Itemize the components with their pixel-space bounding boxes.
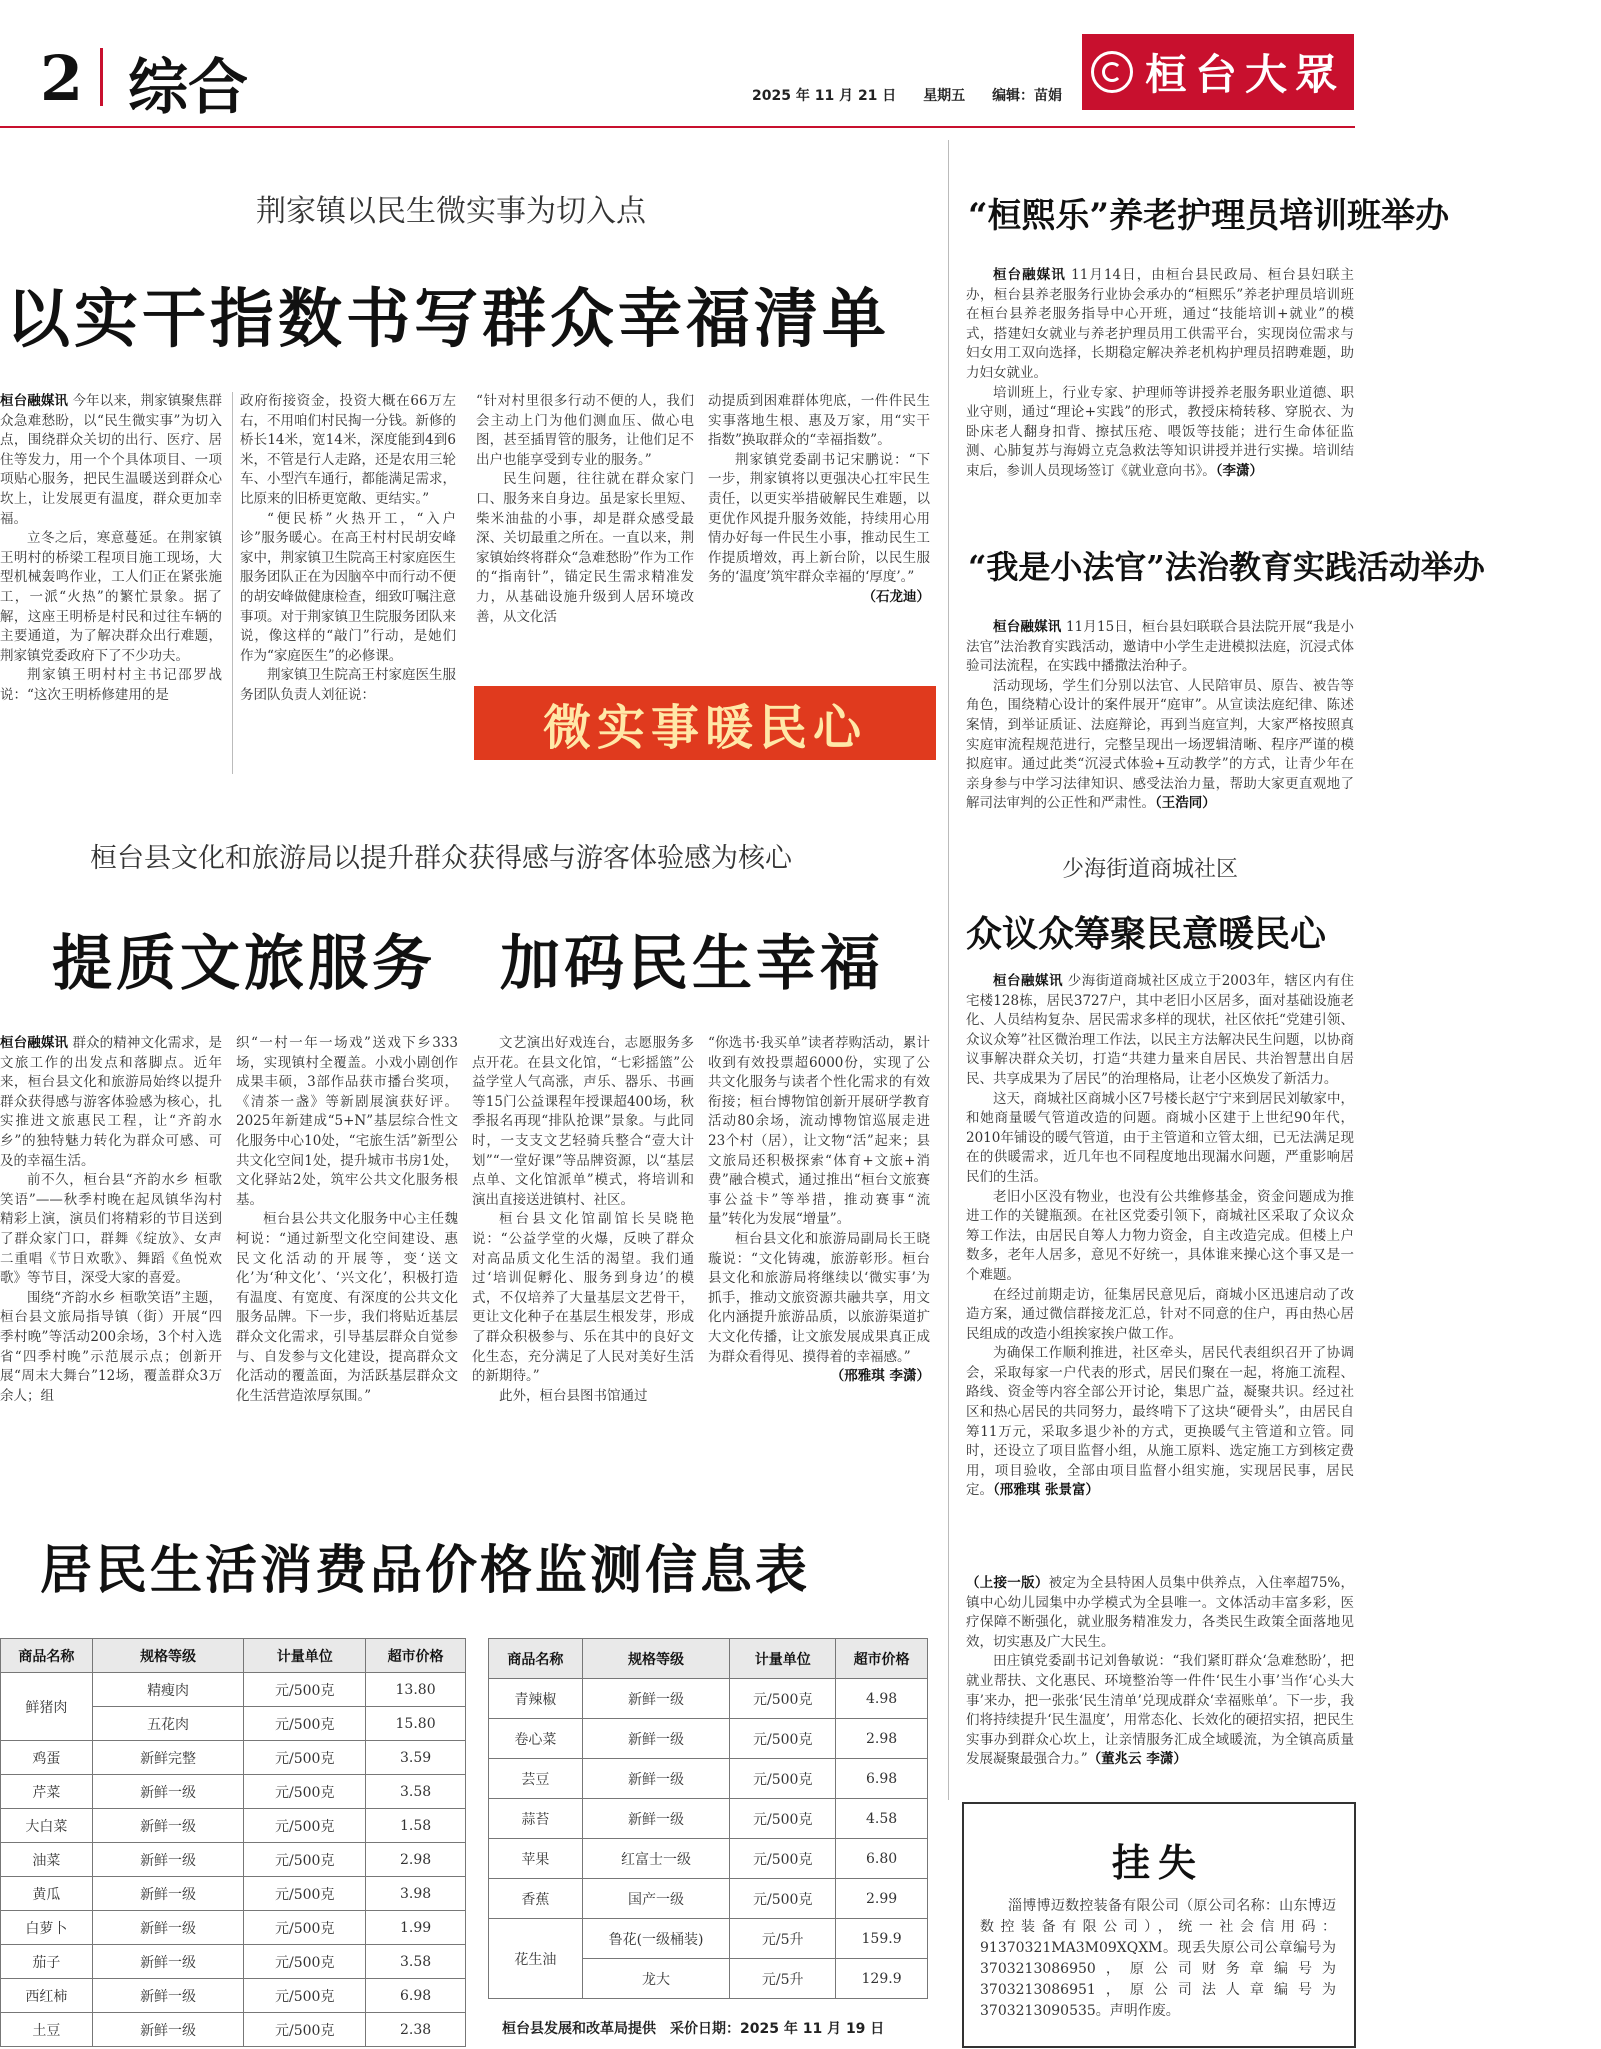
page-number: 2 bbox=[40, 42, 84, 115]
brand-name: 桓台大眾 bbox=[1144, 50, 1345, 99]
article2-kicker: 桓台县文化和旅游局以提升群众获得感与游客体验感为核心 bbox=[90, 843, 792, 874]
banner-text: 微实事暖民心 bbox=[542, 699, 867, 756]
article2-para: 文艺演出好戏连台，志愿服务多点开花。在县文化馆，“七彩摇篮”公益学堂人气高涨，声乐、器乐、书画等15门公益课程年授课超400场，秋季报名再现“排队抢课”景象。与此同时，一支支文艺轻骑兵整合“壹大计划”“一堂好课”等品牌资源，以“基层点单、文化馆派单”模式，将培训和演出直接送进镇村、社区。 bbox=[472, 1035, 694, 1208]
cell-name: 蒜苔 bbox=[489, 1799, 583, 1839]
table-row bbox=[1, 1979, 466, 2013]
side2-para: 活动现场，学生们分别以法官、人民陪审员、原告、被告等角色，围绕精心设计的案件展开“庭审”。从宣读法庭纪律、陈述案情，到举证质证、法庭辩论，再到当庭宣判，大家严格按照真实庭审流程规范进行，完整呈现出一场逻辑清晰、程序严谨的模拟庭审。通过此类“沉浸式体验+互动教学”的方式，让青少年在亲身参与中学习法律知识、感受法治力量，帮助大家更直观地了解司法审判的公正性和严肃性。（王浩同） bbox=[966, 677, 1354, 812]
cell-spec: 新鲜一级 bbox=[92, 1843, 244, 1877]
cell-unit: 元/500克 bbox=[244, 1741, 366, 1775]
col-header: 商品名称 bbox=[489, 1639, 583, 1679]
table-row bbox=[1, 1741, 466, 1775]
side3-para: 老旧小区没有物业，也没有公共维修基金，资金问题成为推进工作的关键瓶颈。在社区党委引领下，商城社区采取了众议众筹工作法，由居民自筹人力物力资金，自主改造完成。但楼上户数多，老年人居多，意见不好统一，具体谁来操心这个事又是一个难题。 bbox=[966, 1188, 1354, 1283]
cell-spec: 新鲜一级 bbox=[92, 1809, 244, 1843]
cell-name: 油菜 bbox=[1, 1843, 93, 1877]
table-row bbox=[489, 1679, 928, 1719]
cell-price: 15.80 bbox=[366, 1707, 466, 1741]
article2-col2 bbox=[236, 1034, 458, 1406]
side3-para: 为确保工作顺利推进，社区牵头，居民代表组织召开了协调会，采取每家一户代表的形式，居民们聚在一起，将施工流程、路线、资金等内容全部公开讨论，集思广益，凝聚共识。经过社区和热心居民的共同努力，最终啃下了这块“硬骨头”，由居民自筹11万元，采取多退少补的方式，更换暖气主管道和立管。同时，还设立了项目监督小组，从施工原料、选定施工方到核定费用，项目验收，全部由项目监督小组实施，实现居民事，居民定。（邢雅琪 张景富） bbox=[966, 1345, 1354, 1499]
side4-para: 田庄镇党委副书记刘鲁敏说：“我们紧盯群众‘急难愁盼’，把就业帮扶、文化惠民、环境整治等一件件‘民生小事’当作‘心头大事’来办，把一张张‘民生清单’兑现成群众‘幸福账单’。下一步，我们将持续提升‘民生温度’，用常态化、长效化的硬招实招，把民生实事办到群众心坎上，让亲情服务汇成全域暖流，为全镇高质量发展凝聚最强合力。”（董兆云 李潇） bbox=[966, 1653, 1354, 1768]
cell-name: 香蕉 bbox=[489, 1879, 583, 1919]
side4-para: （上接一版）被定为全县特困人员集中供养点，入住率超75%，镇中心幼儿园集中办学模式为全县唯一。文体活动丰富多彩，医疗保障不断强化，就业服务精准发力，各类民生政策全面落地见效，切实惠及广大民生。 bbox=[966, 1575, 1355, 1650]
header-rule bbox=[0, 126, 1355, 128]
table-row bbox=[1, 1843, 466, 1877]
cell-unit: 元/500克 bbox=[244, 1877, 366, 1911]
side1-title: “桓熙乐”养老护理员培训班举办 bbox=[968, 196, 1450, 236]
article1-para: 立冬之后，寒意蔓延。在荆家镇王明村的桥梁工程项目施工现场，大型机械轰鸣作业，工人们正在紧张施工，一派“火热”的繁忙景象。据了解，这座王明桥是村民和过往车辆的主要通道，为了解决群众出行难题，荆家镇党委政府下了不少功夫。 bbox=[0, 530, 222, 664]
cell-price: 3.58 bbox=[366, 1775, 466, 1809]
article1-title: 以实干指数书写群众幸福清单 bbox=[6, 282, 890, 357]
table-row bbox=[1, 1877, 466, 1911]
article2-para: 桓台县公共文化服务中心主任魏柯说：“通过新型文化空间建设、惠民文化活动的开展等，变‘送文化’为‘种文化’、‘兴文化’，积极打造有温度、有宽度、有深度的公共文化服务品牌。下一步，我们将贴近基层群众文化需求，引导基层群众自觉参与、自发参与文化建设，提高群众文化活动的覆盖面，为活跃基层群众文化生活营造浓厚氛围。” bbox=[236, 1211, 458, 1404]
price-table-right bbox=[488, 1638, 928, 1999]
cell-unit: 元/500克 bbox=[730, 1759, 836, 1799]
notice-text: 淄博博迈数控装备有限公司（原公司名称：山东博迈数控装备有限公司），统一社会信用码：91370321MA3M09XQXM。现丢失原公司公章编号为 3703213086950，原公司财务章编号为 3703213086951，原公司法人章编号为 3703213090535。声明作废。 bbox=[980, 1898, 1336, 2019]
cell-spec: 新鲜一级 bbox=[582, 1759, 730, 1799]
cell-name: 西红柿 bbox=[1, 1979, 93, 2013]
cell-spec: 红富士一级 bbox=[582, 1839, 730, 1879]
cell-name: 茄子 bbox=[1, 1945, 93, 1979]
cell-unit: 元/5升 bbox=[730, 1959, 836, 1999]
cell-unit: 元/500克 bbox=[730, 1719, 836, 1759]
side3-title: 众议众筹聚民意暖民心 bbox=[966, 913, 1327, 955]
cell-spec: 新鲜一级 bbox=[92, 1775, 244, 1809]
table-row bbox=[489, 1799, 928, 1839]
header-divider bbox=[100, 48, 103, 106]
cell-name: 芹菜 bbox=[1, 1775, 93, 1809]
cell-unit: 元/500克 bbox=[244, 1843, 366, 1877]
cell-unit: 元/500克 bbox=[244, 1673, 366, 1707]
side1-para: 培训班上，行业专家、护理师等讲授养老服务职业道德、职业守则，通过“理论+实践”的形式，教授床椅转移、穿脱衣、为卧床老人翻身扣背、擦拭压疮、喂饭等技能；进行生命体征监测、心肺复苏与海姆立克急救法等知识讲授并进行实操。培训结束后，参训人员现场签订《就业意向书》。（李潇） bbox=[966, 384, 1354, 479]
cell-price: 6.80 bbox=[836, 1839, 928, 1879]
table-row bbox=[1, 2013, 466, 2047]
article1-para: 荆家镇卫生院高王村家庭医生服务团队负责人刘征说： bbox=[240, 667, 456, 703]
column-rule bbox=[232, 392, 233, 774]
side3-body bbox=[966, 972, 1354, 1501]
cell-name: 苹果 bbox=[489, 1839, 583, 1879]
side4-body bbox=[966, 1574, 1354, 1770]
article1-para: 政府衔接资金，投资大概在66万左右，不用咱们村民掏一分钱。新修的桥长14米，宽14米，深度能到4到6米，不管是行人走路，还是农用三轮车、小型汽车通行，都能满足需求，比原来的旧桥更宽敞、更结实。” bbox=[240, 393, 456, 507]
article1-col4 bbox=[708, 392, 930, 608]
article1-para: 荆家镇党委副书记宋鹏说：“下一步，荆家镇将以更强决心扛牢民生责任，以更实举措破解民生难题，以更优作风提升服务效能，持续用心用情办好每一件民生小事，推动民生工作提质增效，再上新台阶，以民生服务的‘温度’筑牢群众幸福的‘厚度’。” bbox=[708, 451, 930, 586]
table-row bbox=[489, 1759, 928, 1799]
col-header: 规格等级 bbox=[92, 1639, 244, 1673]
article1-col3 bbox=[476, 392, 694, 627]
article2-byline: （邢雅琪 李潇） bbox=[830, 1368, 930, 1385]
price-table-left bbox=[0, 1638, 466, 2047]
cell-price: 3.58 bbox=[366, 1945, 466, 1979]
cell-unit: 元/500克 bbox=[244, 1979, 366, 2013]
issue-date: 2025 年 11 月 21 日 bbox=[752, 88, 897, 104]
cell-unit: 元/500克 bbox=[244, 1707, 366, 1741]
side2-para: 桓台融媒讯 11月15日，桓台县妇联联合县法院开展“我是小法官”法治教育实践活动，邀请中小学生走进模拟法庭，沉浸式体验司法流程，在实践中播撒法治种子。 bbox=[966, 619, 1354, 675]
article1-para: 桓台融媒讯 今年以来，荆家镇聚焦群众急难愁盼，以“民生微实事”为切入点，围绕群众关切的出行、医疗、居住等发力，用一个个具体项目、一项项贴心服务，把民生温暖送到群众心坎上，让发展更有温度，群众更加幸福。 bbox=[0, 393, 223, 527]
article2-col4 bbox=[708, 1034, 930, 1387]
cell-price: 6.98 bbox=[366, 1979, 466, 2013]
side1-para: 桓台融媒讯 11月14日，由桓台县民政局、桓台县妇联主办，桓台县养老服务行业协会承办的“桓熙乐”养老护理员培训班在桓台县养老服务指导中心开班，通过“技能培训+就业”的模式，搭建妇女就业与养老护理员用工供需平台，实现岗位需求与妇女用工双向选择，长期稳定解决养老机构护理员招聘难题，助力妇女就业。 bbox=[966, 267, 1355, 381]
brand-swirl-icon bbox=[1091, 51, 1133, 93]
cell-spec: 新鲜一级 bbox=[92, 1877, 244, 1911]
cell-price: 129.9 bbox=[836, 1959, 928, 1999]
cell-unit: 元/500克 bbox=[730, 1799, 836, 1839]
col-header: 规格等级 bbox=[582, 1639, 730, 1679]
article2-para: 桓台县文化和旅游局副局长王晓璇说：“文化铸魂，旅游彰形。桓台县文化和旅游局将继续以‘微实事’为抓手，推动文旅资源共融共享，用文化内涵提升旅游品质，以旅游渠道扩大文化传播，让文旅发展成果真正成为群众看得见、摸得着的幸福感。” bbox=[708, 1230, 930, 1365]
cell-unit: 元/500克 bbox=[244, 1775, 366, 1809]
cell-spec: 鲁花(一级桶装) bbox=[582, 1919, 730, 1959]
cell-price: 3.98 bbox=[366, 1877, 466, 1911]
cell-spec: 新鲜一级 bbox=[582, 1679, 730, 1719]
price-table-footer: 桓台县发展和改革局提供 采价日期：2025 年 11 月 19 日 bbox=[502, 2021, 885, 2037]
cell-price: 6.98 bbox=[836, 1759, 928, 1799]
article2-para: 围绕“齐韵水乡 桓歌笑语”主题，桓台县文旅局指导镇（街）开展“四季村晚”等活动200余场，3个村入选省“四季村晚”示范展示点；创新开展“周末大舞台”12场，覆盖群众3万余人；组 bbox=[0, 1289, 222, 1404]
cell-price: 1.58 bbox=[366, 1809, 466, 1843]
cell-price: 2.38 bbox=[366, 2013, 466, 2047]
issue-editor: 编辑：苗娟 bbox=[992, 88, 1063, 104]
cell-price: 13.80 bbox=[366, 1673, 466, 1707]
cell-spec: 龙大 bbox=[582, 1959, 730, 1999]
cell-spec: 新鲜完整 bbox=[92, 1741, 244, 1775]
table-row bbox=[489, 1839, 928, 1879]
article1-col1 bbox=[0, 392, 222, 706]
article1-kicker: 荆家镇以民生微实事为切入点 bbox=[256, 194, 646, 229]
article1-para: 荆家镇王明村村主书记邵罗战说：“这次王明桥修建用的是 bbox=[0, 667, 222, 703]
issue-meta bbox=[752, 85, 1084, 105]
article1-col2 bbox=[240, 392, 456, 706]
cell-spec: 新鲜一级 bbox=[92, 1945, 244, 1979]
col-header: 计量单位 bbox=[730, 1639, 836, 1679]
article2-para: 桓台县文化馆副馆长吴晓艳说：“公益学堂的火爆，反映了群众对高品质文化生活的渴望。我们通过‘培训促孵化、服务到身边’的模式，不仅培养了大量基层文艺骨干，更让文化种子在基层生根发芽，形成了群众积极参与、乐在其中的良好文化生态，充分满足了人民对美好生活的新期待。” bbox=[472, 1211, 694, 1385]
article2-source: 桓台融媒讯 bbox=[0, 1035, 69, 1051]
table-row bbox=[1, 1945, 466, 1979]
cell-spec: 新鲜一级 bbox=[582, 1799, 730, 1839]
col-header: 商品名称 bbox=[1, 1639, 93, 1673]
issue-weekday: 星期五 bbox=[923, 88, 966, 104]
cell-unit: 元/500克 bbox=[730, 1679, 836, 1719]
micro-affairs-banner bbox=[474, 686, 936, 760]
cell-price: 2.98 bbox=[366, 1843, 466, 1877]
article2-col3 bbox=[472, 1034, 694, 1406]
article1-byline: （石龙迪） bbox=[862, 588, 930, 605]
article2-para: 此外，桓台县图书馆通过 bbox=[499, 1387, 648, 1404]
cell-name: 青辣椒 bbox=[489, 1679, 583, 1719]
article1-source: 桓台融媒讯 bbox=[0, 393, 69, 409]
cell-unit: 元/500克 bbox=[244, 1911, 366, 1945]
side1-body bbox=[966, 266, 1354, 482]
cell-name: 黄瓜 bbox=[1, 1877, 93, 1911]
side3-kicker: 少海街道商城社区 bbox=[1062, 857, 1239, 882]
table-row bbox=[489, 1879, 928, 1919]
cell-unit: 元/500克 bbox=[730, 1839, 836, 1879]
table-row bbox=[489, 1719, 928, 1759]
cell-price: 2.98 bbox=[836, 1719, 928, 1759]
cell-price: 4.58 bbox=[836, 1799, 928, 1839]
cell-spec: 新鲜一级 bbox=[582, 1719, 730, 1759]
article1-para: “针对村里很多行动不便的人，我们会主动上门为他们测血压、做心电图，甚至插胃管的服务，让他们足不出户也能享受到专业的服务。” bbox=[476, 393, 694, 468]
cell-name: 鸡蛋 bbox=[1, 1741, 93, 1775]
article2-title: 提质文旅服务 加码民生幸福 bbox=[52, 929, 884, 999]
article1-para: 民生问题，往往就在群众家门口、服务来自身边。虽是家长里短、柴米油盐的小事，却是群众感受最深、关切最重之所在。一直以来，荆家镇始终将群众“急难愁盼”作为工作的“指南针”，锚定民生需求精准发力，从基础设施升级到人居环境改善，从文化活 bbox=[476, 471, 694, 625]
cell-name: 卷心菜 bbox=[489, 1719, 583, 1759]
sidebar-rule bbox=[948, 140, 949, 1800]
side2-title: “我是小法官”法治教育实践活动举办 bbox=[968, 548, 1485, 586]
cell-name: 芸豆 bbox=[489, 1759, 583, 1799]
table-row bbox=[1, 1775, 466, 1809]
cell-name: 白萝卜 bbox=[1, 1911, 93, 1945]
cell-name: 花生油 bbox=[489, 1919, 583, 1999]
cell-unit: 元/500克 bbox=[244, 1945, 366, 1979]
article2-para: 织“一村一年一场戏”送戏下乡333场，实现镇村全覆盖。小戏小剧创作成果丰硕，3部作品获市播台奖项，《清茶一盏》等新剧展演获好评。2025年新建成“5+N”基层综合性文化服务中心10处，“宅旅生活”新型公共文化空间1处，提升城市书房1处，文化驿站2处，筑牢公共文化服务根基。 bbox=[236, 1035, 458, 1208]
cell-price: 159.9 bbox=[836, 1919, 928, 1959]
side3-para: 这天，商城社区商城小区7号楼长赵宁宁来到居民刘敏家中，和她商量暖气管道改造的问题。商城小区建于上世纪90年代，2010年铺设的暖气管道，由于主管道和立管太细，已无法满足现在的供暖需求，近几年也不同程度地出现漏水问题，严重影响居民们的生活。 bbox=[966, 1090, 1354, 1185]
article2-para: 桓台融媒讯 群众的精神文化需求，是文旅工作的出发点和落脚点。近年来，桓台县文化和旅游局始终以提升群众获得感与游客体验感为核心，扎实推进文旅惠民工程，让“齐韵水乡”的独特魅力转化为群众可感、可及的幸福生活。 bbox=[0, 1035, 223, 1169]
article2-para: 前不久，桓台县“齐韵水乡 桓歌笑语”——秋季村晚在起凤镇华沟村精彩上演，演员们将精彩的节目送到了群众家门口，群舞《绽放》、女声二重唱《节日欢歌》、舞蹈《鱼悦欢歌》等节目，深受大家的喜爱。 bbox=[0, 1172, 222, 1287]
table-row bbox=[1, 1809, 466, 1843]
table-row bbox=[1, 1911, 466, 1945]
cell-unit: 元/500克 bbox=[730, 1879, 836, 1919]
cell-price: 2.99 bbox=[836, 1879, 928, 1919]
notice-title: 挂失 bbox=[1112, 1840, 1205, 1885]
article2-para: “你选书·我买单”读者荐购活动，累计收到有效投票超6000份，实现了公共文化服务与读者个性化需求的有效衔接；桓台博物馆创新开展研学教育活动80余场，流动博物馆巡展走进23个村（居），让文物“活”起来；县文旅局还积极探索“体育+文旅+消费”融合模式，通过推出“桓台文旅赛事公益卡”等举措，推动赛事“流量”转化为发展“增量”。 bbox=[708, 1035, 930, 1228]
cell-spec: 国产一级 bbox=[582, 1879, 730, 1919]
cell-unit: 元/500克 bbox=[244, 2013, 366, 2047]
col-header: 超市价格 bbox=[366, 1639, 466, 1673]
price-table-title: 居民生活消费品价格监测信息表 bbox=[40, 1540, 811, 1601]
side3-para: 桓台融媒讯 少海街道商城社区成立于2003年，辖区内有住宅楼128栋，居民3727户，其中老旧小区居多，面对基础设施老化、人员结构复杂、居民需求多样的现状，社区依托“党建引领、众议众筹”社区微治理工作法，以民主方法解决民生问题，以协商议事解决群众关切，打造“共建力量来自居民、共治智慧出自居民、共享成果为了居民”的治理格局，让老小区焕发了新活力。 bbox=[966, 973, 1355, 1087]
article2-col1 bbox=[0, 1034, 222, 1406]
cell-name: 大白菜 bbox=[1, 1809, 93, 1843]
section-title: 综合 bbox=[128, 53, 248, 123]
col-header: 超市价格 bbox=[836, 1639, 928, 1679]
cell-spec: 新鲜一级 bbox=[92, 2013, 244, 2047]
cell-price: 3.59 bbox=[366, 1741, 466, 1775]
col-header: 计量单位 bbox=[244, 1639, 366, 1673]
cell-spec: 精瘦肉 bbox=[92, 1673, 244, 1707]
side3-para: 在经过前期走访，征集居民意见后，商城小区迅速启动了改造方案，通过微信群接龙汇总，针对不同意的住户，再由热心居民组成的改造小组挨家挨户做工作。 bbox=[966, 1286, 1354, 1342]
side2-body bbox=[966, 618, 1354, 814]
cell-name: 土豆 bbox=[1, 2013, 93, 2047]
cell-unit: 元/5升 bbox=[730, 1919, 836, 1959]
cell-spec: 新鲜一级 bbox=[92, 1911, 244, 1945]
cell-unit: 元/500克 bbox=[244, 1809, 366, 1843]
cell-spec: 五花肉 bbox=[92, 1707, 244, 1741]
masthead-logo bbox=[1082, 34, 1354, 110]
article1-para: “便民桥”火热开工，“入户诊”服务暖心。在高王村村民胡安峰家中，荆家镇卫生院高王村家庭医生服务团队正在为因脑卒中而行动不便的胡安峰做健康检查，细致叮嘱注意事项。对于荆家镇卫生院服务团队来说，像这样的“敲门”行动，是她们作为“家庭医生”的必修课。 bbox=[240, 510, 456, 664]
table-row bbox=[1, 1673, 466, 1707]
cell-spec: 新鲜一级 bbox=[92, 1979, 244, 2013]
article1-para: 动提质到困难群体兜底，一件件民生实事落地生根、惠及万家，用“实干指数”换取群众的“幸福指数”。 bbox=[708, 393, 930, 449]
cell-price: 4.98 bbox=[836, 1679, 928, 1719]
cell-price: 1.99 bbox=[366, 1911, 466, 1945]
cell-name: 鲜猪肉 bbox=[1, 1673, 93, 1741]
table-row bbox=[489, 1919, 928, 1959]
notice-body bbox=[980, 1896, 1336, 2022]
